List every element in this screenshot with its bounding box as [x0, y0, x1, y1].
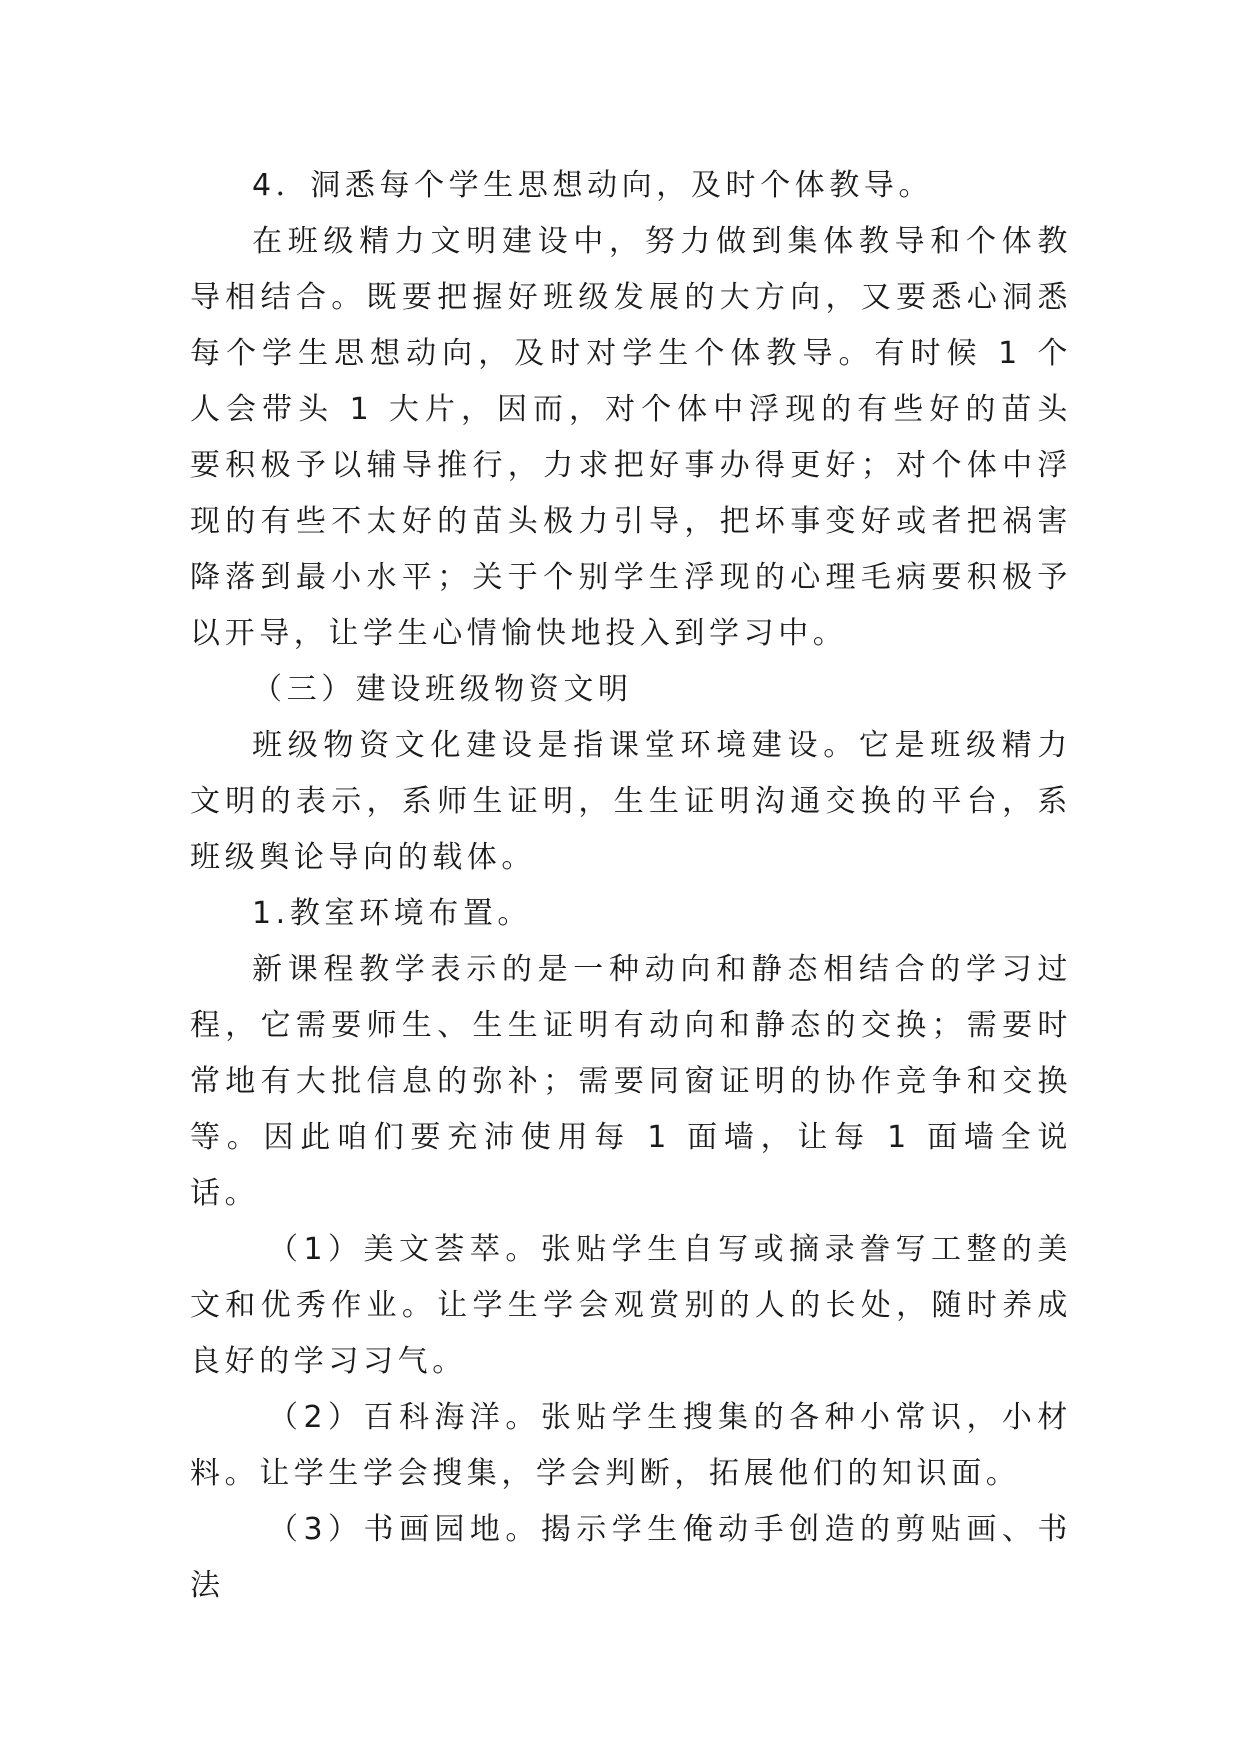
paragraph-new-curriculum: 新课程教学表示的是一种动向和静态相结合的学习过程，它需要师生、生生证明有动向和静态的交换；需要时常地有大批信息的弥补；需要同窗证明的协作竞争和交换等。因此咱们要充沛使用每 1 面墙，让每 1 面墙全说话。	[190, 952, 1072, 1211]
subheading-classroom-layout: 1.教室环境布置。	[252, 896, 533, 931]
list-item-essays: （1）美文荟萃。张贴学生自写或摘录誊写工整的美文和优秀作业。让学生学会观赏别的人的长处，随时养成良好的学习习气。	[190, 1232, 1072, 1379]
list-item-calligraphy: （3）书画园地。揭示学生俺动手创造的剪贴画、书法	[190, 1512, 1072, 1603]
list-item-encyclopedia: （2）百科海洋。张贴学生搜集的各种小常识，小材料。让学生学会搜集，学会判断，拓展他们的知识面。	[190, 1400, 1072, 1491]
section-heading-three: （三）建设班级物资文明	[252, 672, 633, 707]
paragraph-spirit-civilization: 在班级精力文明建设中，努力做到集体教导和个体教导相结合。既要把握好班级发展的大方向，又要悉心洞悉每个学生思想动向，及时对学生个体教导。有时候 1 个人会带头 1 大片，因而，对个体中浮现的有些好的苗头要积极予以辅导推行，力求把好事办得更好；对个体中浮现的有些不太好的苗头极力引导，把坏事变好或者把祸害降落到最小水平；关于个别学生浮现的心理毛病要积极予以开导，让学生心情愉快地投入到学习中。	[190, 224, 1072, 651]
paragraph-item-4-heading: 4．洞悉每个学生思想动向，及时个体教导。	[252, 168, 934, 203]
paragraph-material-culture: 班级物资文化建设是指课堂环境建设。它是班级精力文明的表示，系师生证明，生生证明沟通交换的平台，系班级舆论导向的载体。	[190, 728, 1072, 875]
document-body	[190, 158, 1072, 1614]
